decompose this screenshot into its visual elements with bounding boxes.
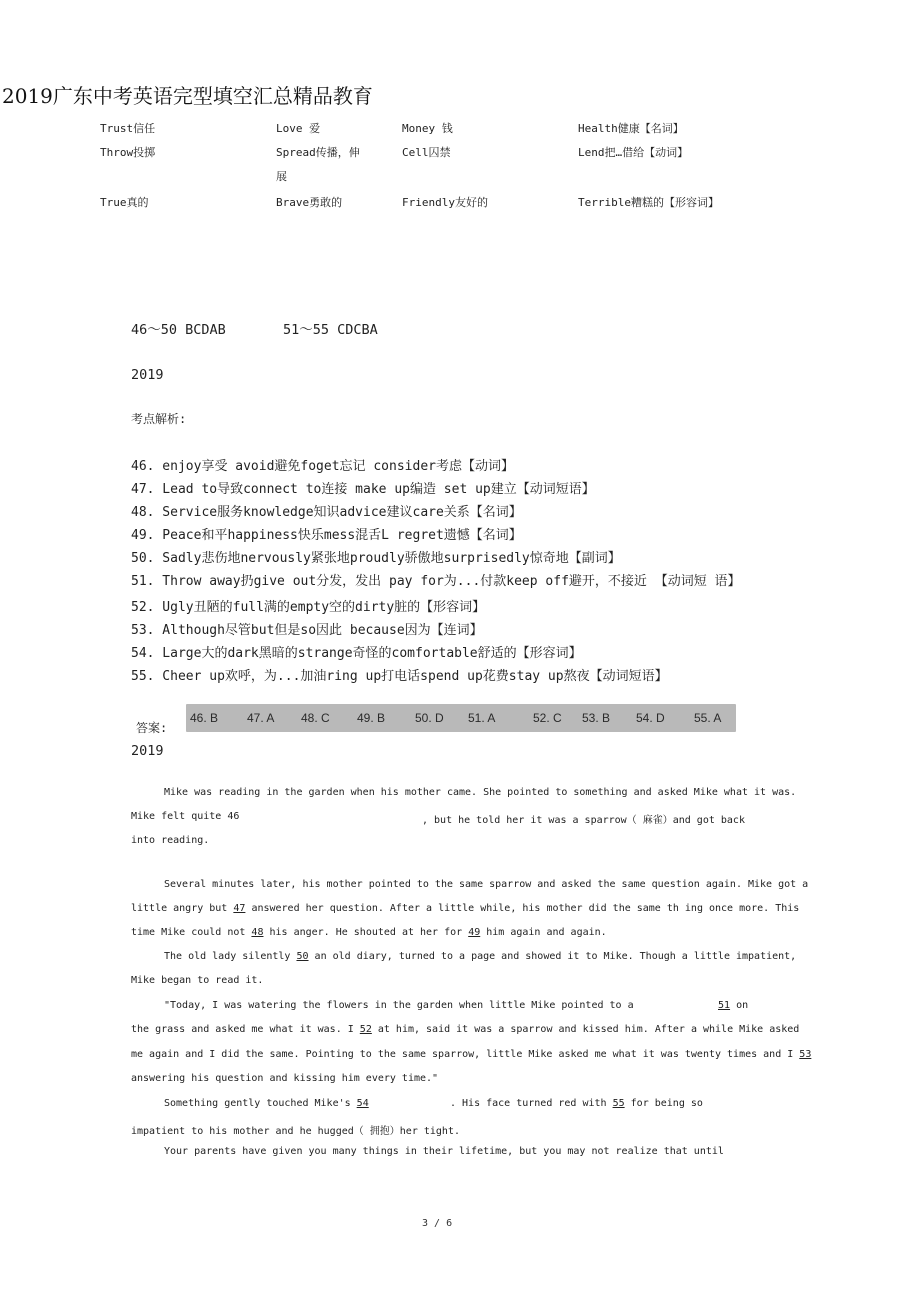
passage-line: Mike felt quite 46 — [131, 811, 240, 822]
blank-number: 53 — [799, 1049, 812, 1060]
passage-line: Mike was reading in the garden when his mother came. She pointed to something and asked Mike what it was. — [164, 787, 797, 798]
blank-number: 51 — [718, 1000, 731, 1011]
answer-key-item: 47. A — [247, 711, 275, 725]
vocab-cell: Lend把…借给【动词】 — [578, 146, 689, 159]
analysis-line: 48. Service服务knowledge知识advice建议care关系【名词】 — [131, 505, 522, 520]
analysis-line: 50. Sadly悲伤地nervously紧张地proudly骄傲地surprisedly惊奇地【副词】 — [131, 551, 621, 566]
vocab-cell: Health健康【名词】 — [578, 122, 684, 135]
blank-number: 54 — [356, 1098, 369, 1109]
vocab-cell-wrap: 展 — [276, 170, 287, 183]
vocab-cell: Money 钱 — [402, 122, 453, 135]
answer-group-1: 46～50 BCDAB — [131, 322, 226, 338]
year-label: 2019 — [131, 743, 164, 759]
analysis-line: 52. Ugly丑陋的full满的empty空的dirty脏的【形容词】 — [131, 600, 486, 615]
answer-label: 答案: — [136, 721, 168, 735]
blank-number: 50 — [296, 951, 309, 962]
passage-line — [131, 1024, 799, 1035]
answer-key-item: 51. A — [468, 711, 496, 725]
answer-key-item: 49. B — [357, 711, 386, 725]
answer-key-item: 54. D — [636, 711, 665, 725]
passage-text: his anger. He shouted at her for — [269, 927, 463, 938]
blank-number: 52 — [359, 1024, 372, 1035]
vocab-cell: Brave勇敢的 — [276, 196, 343, 209]
passage-line: into reading. — [131, 835, 210, 846]
answer-key-item: 46. B — [190, 711, 219, 725]
passage-line: Several minutes later, his mother pointed to the same sparrow and asked the same question again. Mike got a — [164, 879, 809, 890]
passage-line: "Today, I was watering the flowers in the garden when little Mike pointed to a — [164, 1000, 634, 1011]
passage-text: time Mike could not — [131, 927, 246, 938]
analysis-line: 46. enjoy享受 avoid避免foget忘记 consider考虑【动词】 — [131, 459, 514, 474]
year-label: 2019 — [131, 367, 164, 383]
answer-key-item: 55. A — [694, 711, 722, 725]
analysis-line: 53. Although尽管but但是so因此 because因为【连词】 — [131, 623, 483, 638]
answer-key-item: 50. D — [415, 711, 444, 725]
vocab-cell: Friendly友好的 — [402, 196, 488, 209]
vocab-cell: Cell囚禁 — [402, 146, 451, 159]
passage-text: The old lady silently — [164, 951, 291, 962]
passage-line: , but he told her it was a sparrow（ 麻雀）and got back — [422, 815, 745, 826]
vocab-cell: Terrible糟糕的【形容词】 — [578, 196, 719, 209]
passage-text: for being so — [630, 1098, 703, 1109]
vocab-cell: Throw投掷 — [100, 146, 156, 159]
answer-key-item: 53. B — [582, 711, 611, 725]
passage-line: answering his question and kissing him every time." — [131, 1073, 439, 1084]
passage-text: little angry but — [131, 903, 228, 914]
passage-text: on — [736, 1000, 749, 1011]
blank-number: 55 — [612, 1098, 625, 1109]
passage-text: at him, said it was a sparrow and kissed him. After a while Mike asked — [377, 1024, 800, 1035]
passage-line: impatient to his mother and he hugged（ 拥抱）her tight. — [131, 1126, 460, 1137]
passage-line: Mike began to read it. — [131, 975, 264, 986]
vocab-cell: True真的 — [100, 196, 149, 209]
document-title: 2019广东中考英语完型填空汇总精品教育 — [2, 84, 373, 108]
passage-line — [164, 1098, 369, 1109]
passage-line — [718, 1000, 748, 1011]
analysis-line: 51. Throw away扔give out分发，发出 pay for为...付款keep off避开，不接近 【动词短 语】 — [131, 574, 741, 589]
passage-line — [164, 951, 796, 962]
passage-line — [131, 1049, 811, 1060]
blank-number: 49 — [468, 927, 481, 938]
blank-number: 48 — [251, 927, 264, 938]
analysis-line: 55. Cheer up欢呼，为...加油ring up打电话spend up花费stay up熬夜【动词短语】 — [131, 669, 668, 684]
passage-line: Your parents have given you many things in their lifetime, but you may not realize that until — [164, 1146, 724, 1157]
answer-group-2: 51～55 CDCBA — [283, 322, 378, 338]
passage-text: . His face turned red with — [450, 1098, 607, 1109]
passage-line — [131, 927, 607, 938]
passage-line — [131, 903, 799, 914]
analysis-line: 54. Large大的dark黑暗的strange奇怪的comfortable舒适的【形容词】 — [131, 646, 582, 661]
passage-text: Something gently touched Mike's — [164, 1098, 351, 1109]
vocab-cell: Spread传播，伸 — [276, 146, 360, 159]
blank-number: 47 — [233, 903, 246, 914]
vocab-cell: Trust信任 — [100, 122, 156, 135]
passage-text: the grass and asked me what it was. I — [131, 1024, 354, 1035]
answer-key-item: 52. C — [533, 711, 562, 725]
analysis-line: 49. Peace和平happiness快乐mess混舌L regret遗憾【名词】 — [131, 528, 522, 543]
passage-line — [450, 1098, 703, 1109]
passage-text: me again and I did the same. Pointing to the same sparrow, little Mike asked me what it was twenty times and I — [131, 1049, 794, 1060]
passage-text: an old diary, turned to a page and showed it to Mike. Though a little impatient, — [314, 951, 797, 962]
page-number: 3 / 6 — [422, 1218, 453, 1229]
analysis-title: 考点解析: — [131, 412, 187, 426]
answer-key-item: 48. C — [301, 711, 330, 725]
analysis-line: 47. Lead to导致connect to连接 make up编造 set up建立【动词短语】 — [131, 482, 595, 497]
passage-text: answered her question. After a little while, his mother did the same th ing once more. This — [251, 903, 800, 914]
answer-key-image — [186, 704, 736, 732]
vocab-cell: Love 爱 — [276, 122, 321, 135]
passage-text: him again and again. — [486, 927, 607, 938]
